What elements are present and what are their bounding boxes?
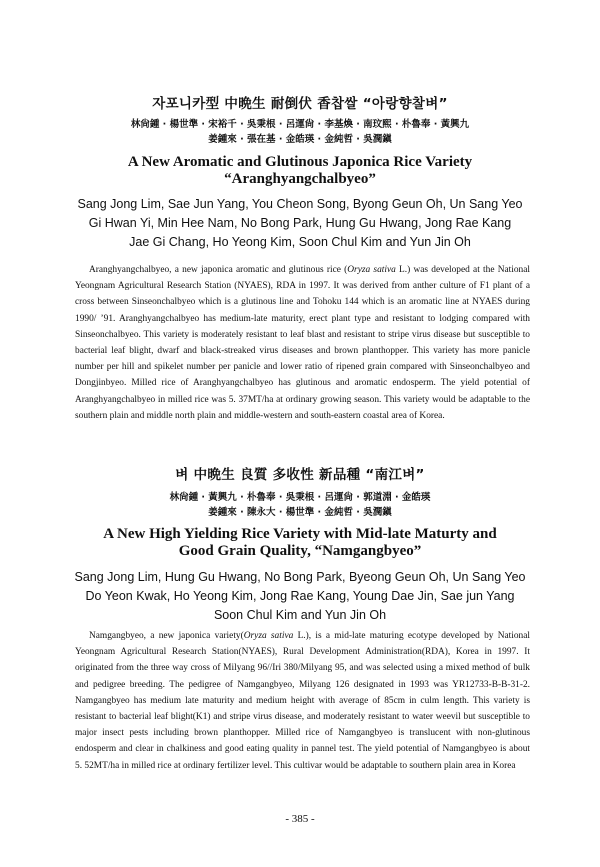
- article2-author-line: Do Yeon Kwak, Ho Yeong Kim, Jong Rae Kang, Young Dae Jin, Sae jun Yang: [85, 589, 515, 603]
- article1-author-line: Sang Jong Lim, Sae Jun Yang, You Cheon Song, Byong Geun Oh, Un Sang Yeo: [77, 197, 523, 211]
- article2-korean-authors-line: 姜鍾來 · 陳永大 · 楊世準 · 金純哲 · 吳潤鎭: [208, 507, 392, 518]
- article2-english-authors: [40, 568, 560, 625]
- article1-abstract-paragraph: [75, 262, 530, 424]
- article1-korean-authors-line: 林尙鍾 · 楊世準 · 宋裕千 · 吳秉根 · 呂運尙 · 李基煥 · 南玟熙 · 朴魯奉 · 黃興九: [130, 119, 470, 130]
- article1-english-authors: [40, 195, 560, 252]
- article1-abstract: [75, 262, 530, 424]
- article2-korean-authors: [0, 490, 600, 520]
- article2-abstract: [75, 628, 530, 774]
- article1-author-line: Gi Hwan Yi, Min Hee Nam, No Bong Park, Hung Gu Hwang, Jong Rae Kang: [88, 216, 512, 230]
- article1-korean-authors-line: 姜鍾來 · 張在基 · 金皓瑛 · 金純哲 · 吳潤鎭: [208, 134, 392, 145]
- article2-abstract-text: Namgangbyeo, a new japonica variety(: [89, 631, 244, 641]
- article2-english-title-line: Good Grain Quality, “Namgangbyeo”: [178, 543, 422, 559]
- article2-korean-authors-line: 林尙鍾 · 黃興九 · 朴魯奉 · 吳秉根 · 呂運尙 · 郭道淵 · 金皓瑛: [169, 492, 431, 503]
- article2-abstract-text: L.), is a mid-late maturing ecotype developed by National Yeongnam Agricultural Research Station(NYAES), Rural Development Administration(RDA), Korea in 1997. It originated from the three way cross of Milyang 96//Iri 380/Milyang 95, and was selected using a mixed method of bulk and pedigree breeding. The pedigree of Namgangbyeo, Milyang 126 designated in 1993 was YR12733-B-B-31-2. Namgangbyeo has medium late maturity and medium height with average of 85cm in culm length. This variety is resistant to bacterial leaf blight(K1) and stripe virus disease, and moderately resistant to water weevil but susceptible to major insect pests including brown planthopper. Milled rice of Namgangbyeo is translucent with non-glutinous endosperm and clear in chalkiness and good eating quality in pannel test. The yield potential of Namgangbyeo is about 5. 52MT/ha in milled rice at ordinary fertilizer level. This cultivar would be adaptable to southern plain area in Korea: [75, 631, 531, 771]
- article2-english-title-line: A New High Yielding Rice Variety with Mid-late Maturty and: [103, 526, 497, 542]
- article1-english-title-line: “Aranghyangchalbyeo”: [224, 171, 376, 187]
- article2-abstract-paragraph: [75, 628, 530, 774]
- article1-author-line: Jae Gi Chang, Ho Yeong Kim, Soon Chul Kim and Yun Jin Oh: [129, 235, 471, 249]
- article2-author-line: Sang Jong Lim, Hung Gu Hwang, No Bong Park, Byeong Geun Oh, Un Sang Yeo: [74, 570, 526, 584]
- page-number: - 385 -: [285, 813, 315, 825]
- article1-korean-title: 자포니카型 中晩生 耐倒伏 香찹쌀 “아랑향찰벼”: [152, 96, 448, 112]
- article1-korean-authors: [0, 117, 600, 147]
- article2-species-name: Oryza sativa: [243, 631, 294, 641]
- article2-english-title: [60, 526, 540, 560]
- article2-author-line: Soon Chul Kim and Yun Jin Oh: [213, 608, 387, 622]
- article1-english-title-line: A New Aromatic and Glutinous Japonica Rice Variety: [127, 154, 473, 170]
- article1-abstract-text: L.) was developed at the National Yeongnam Agricultural Research Station (NYAES), RDA in 1997. It was derived from anther culture of F1 plant of a cross between Sinseonchalbyeo which is a glutinous line and Tohoku 144 which is an aromatic line at NYAES during 1990/ ’91. Aranghyangchalbyeo has medium-late maturity, erect plant type and resistant to lodging compared with Sinseonchalbyeo. This variety is moderately resistant to leaf blast and resistant to stripe virus disease but susceptible to bacterial leaf blight, dwarf and black-streaked virus diseases and brown planthopper. This variety has more panicle number per hill and spikelet number per panicle and lower ratio of ripened grain compared with Sinseonchalbyeo and Dongjinbyeo. Milled rice of Aranghyangchalbyeo has glutinous and aromatic endosperm. The yield potential of Aranghyangchalbyeo in milled rice was 5. 37MT/ha at ordinary growing season. This variety would be adaptable to the southern plain and middle north plain and middle-western and south-eastern coastal area of Korea.: [75, 265, 530, 421]
- article2-korean-title: 벼 中晩生 良質 多收性 新品種 “南江벼”: [175, 467, 425, 483]
- article1-species-name: Oryza sativa: [347, 265, 396, 275]
- article1-abstract-text: Aranghyangchalbyeo, a new japonica aromatic and glutinous rice (: [89, 265, 348, 275]
- article1-english-title: [60, 154, 540, 188]
